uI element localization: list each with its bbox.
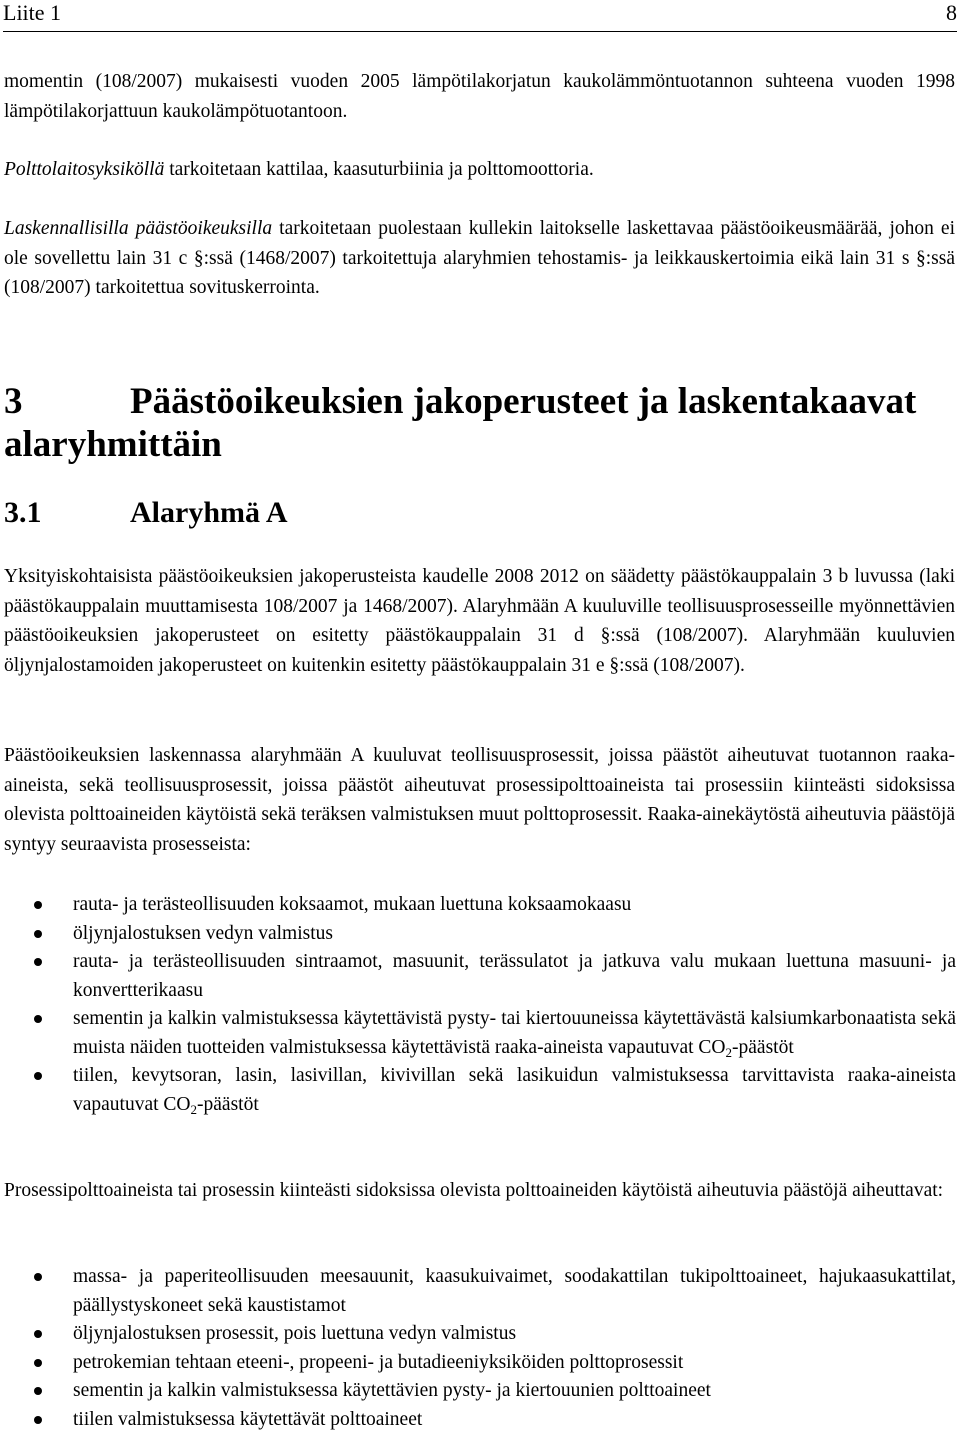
bullet-icon [34,1359,42,1367]
list-item: sementin ja kalkin valmistuksessa käytettävistä pysty- tai kiertouuneissa käytettävästä kalsiumkarbonaatista sekä muista näiden tuotteiden valmistuksessa käytettävistä raaka-aineista vapautuvat $CO_2$-päästöt [0,1005,956,1062]
paragraph-prosessipolttoaineet: Prosessipolttoaineista tai prosessin kiinteästi sidoksissa olevista polttoaineiden käytöistä aiheutuvia päästöjä aiheuttavat: [4,1180,944,1201]
bullet-icon [34,1072,42,1080]
header-rule [3,31,957,32]
list-item: massa- ja paperiteollisuuden meesauunit, kaasukuivaimet, soodakattilan tukipolttoaineet, hajukaasukattilat, päällystyskoneet sekä kaustistamot [0,1263,956,1320]
bullet-icon [34,1273,42,1281]
list-item: sementin ja kalkin valmistuksessa käytettävien pysty- ja kiertouunien polttoaineet [0,1377,956,1406]
paragraph-jakoperusteet: Yksityiskohtaisista päästöoikeuksien jakoperusteista kaudelle 2008 2012 on säädetty päästökauppalain 3 b luvussa (laki päästökauppalain muuttamisesta 108/2007 ja 1468/2007). Alaryhmään A kuuluville teollisuusprosesseille myönnettävien päästöoikeuksien jakoperusteet on esitetty päästökauppalain 31 d §:ssä (108/2007). Alaryhmään kuuluvien öljynjalostamoiden jakoperusteet on kuitenkin esitetty päästökauppalain 31 e §:ssä (108/2007). [4,566,955,676]
process-fuel-list [0,1263,956,1434]
page-header [3,0,957,30]
list-item: öljynjalostuksen prosessit, pois luettuna vedyn valmistus [0,1320,956,1349]
bullet-icon [34,958,42,966]
subsection-number: 3.1 [4,496,42,529]
subsection-heading-3-1 [4,496,288,530]
list-item: tiilen valmistuksessa käytettävät polttoaineet [0,1406,956,1435]
list-item: rauta- ja terästeollisuuden sintraamot, masuunit, terässulatot ja jatkuva valu mukaan luettuna masuuni- ja konvertterikaasu [0,948,956,1005]
bullet-icon [34,1015,42,1023]
appendix-label: Liite 1 [3,0,62,25]
paragraph-definition-polttolaitosyksikko [4,155,955,185]
bullet-icon [34,1387,42,1395]
bullet-icon [34,930,42,938]
section-number: 3 [4,381,23,422]
page-number: 8 [946,0,957,25]
defined-term: Polttolaitosyksiköllä [4,159,165,180]
list-item: tiilen, kevytsoran, lasin, lasivillan, kivivillan sekä lasikuidun valmistuksessa tarvittavista raaka-aineista vapautuvat $CO_2$-päästöt [0,1062,956,1119]
subsection-title: Alaryhmä A [130,496,288,529]
list-item: petrokemian tehtaan eteeni-, propeeni- ja butadieeniyksiköiden polttoprosessit [0,1349,956,1378]
definition-text: tarkoitetaan kattilaa, kaasuturbiinia ja polttomoottoria. [164,159,594,180]
list-item: rauta- ja terästeollisuuden koksaamot, mukaan luettuna koksaamokaasu [0,891,956,920]
paragraph-definition-laskennalliset [4,214,955,303]
paragraph-laskenta: Päästöoikeuksien laskennassa alaryhmään A kuuluvat teollisuusprosessit, joissa päästöt aiheutuvat tuotannon raaka-aineista, sekä teollisuusprosessit, joissa päästöt aiheutuvat prosessipolttoaineista tai prosessiin kiinteästi sidoksissa olevista polttoaineiden käytöistä sekä teräksen valmistuksen muut polttoprosessit. Raaka-ainekäytöstä aiheutuvia päästöjä syntyy seuraavista prosesseista: [4,745,955,855]
list-item: öljynjalostuksen vedyn valmistus [0,920,956,949]
paragraph-1: momentin (108/2007) mukaisesti vuoden 2005 lämpötilakorjatun kaukolämmöntuotannon suhteena vuoden 1998 lämpötilakorjattuun kaukolämpötuotantoon. [4,71,955,122]
bullet-icon [34,1416,42,1424]
bullet-icon [34,1330,42,1338]
section-heading-3 [4,380,956,466]
section-title: Päästöoikeuksien jakoperusteet ja laskentakaavat alaryhmittäin [4,381,917,465]
raw-material-process-list [0,891,956,1119]
definition-text: tarkoitetaan puolestaan kullekin laitokselle laskettavaa päästöoikeusmäärää, johon ei ole sovellettu lain 31 c §:ssä (1468/2007) tarkoitettuja alaryhmien tehostamis- ja leikkauskertoimia eikä lain 31 s §:ssä (108/2007) tarkoitettua sovituskerrointa. [4,218,955,298]
defined-term: Laskennallisilla päästöoikeuksilla [4,218,273,239]
bullet-icon [34,901,42,909]
